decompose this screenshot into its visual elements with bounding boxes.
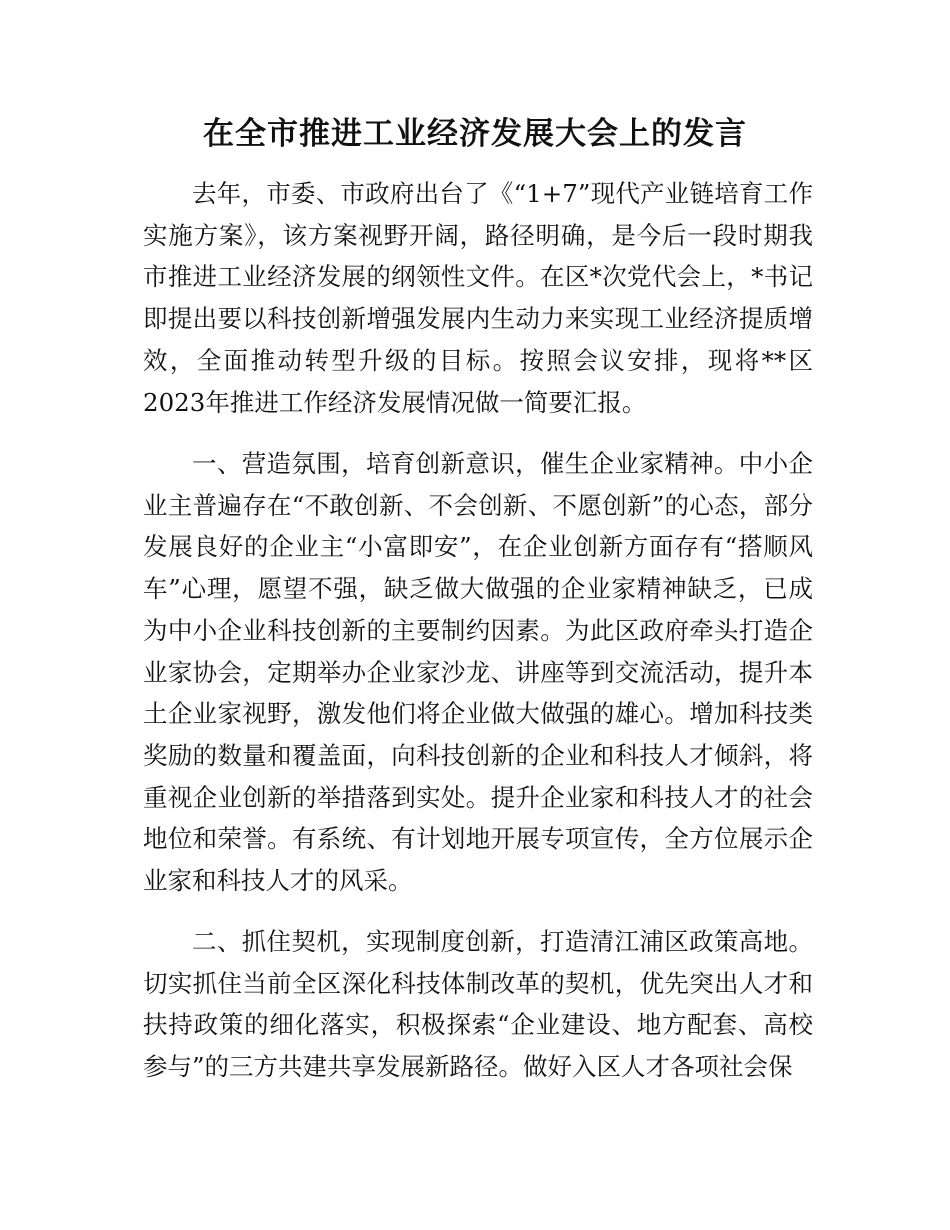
paragraph-intro: 去年，市委、市政府出台了《“1+7”现代产业链培育工作实施方案》，该方案视野开阔，路径明确，是今后一段时期我市推进工业经济发展的纲领性文件。在区*次党代会上，*书记即提出要以科技创新增强发展内生动力来实现工业经济提质增效，全面推动转型升级的目标。按照会议安排，现将**区2023年推进工作经济发展情况做一简要汇报。 — [143, 179, 813, 417]
paragraph-section-2: 二、抓住契机，实现制度创新，打造清江浦区政策高地。切实抓住当前全区深化科技体制改革的契机，优先突出人才和扶持政策的细化落实，积极探索“企业建设、地方配套、高校参与”的三方共建共享发展新路径。做好入区人才各项社会保 — [143, 927, 813, 1082]
paragraph-section-1: 一、营造氛围，培育创新意识，催生企业家精神。中小企业主普遍存在“不敢创新、不会创新、不愿创新”的心态，部分发展良好的企业主“小富即安”，在企业创新方面存有“搭顺风车”心理，愿望不强，缺乏做大做强的企业家精神缺乏，已成为中小企业科技创新的主要制约因素。为此区政府牵头打造企业家协会，定期举办企业家沙龙、讲座等到交流活动，提升本土企业家视野，激发他们将企业做大做强的雄心。增加科技类奖励的数量和覆盖面，向科技创新的企业和科技人才倾斜，将重视企业创新的举措落到实处。提升企业家和科技人才的社会地位和荣誉。有系统、有计划地开展专项宣传，全方位展示企业家和科技人才的风采。 — [143, 449, 813, 896]
document-title: 在全市推进工业经济发展大会上的发言 — [203, 116, 747, 152]
